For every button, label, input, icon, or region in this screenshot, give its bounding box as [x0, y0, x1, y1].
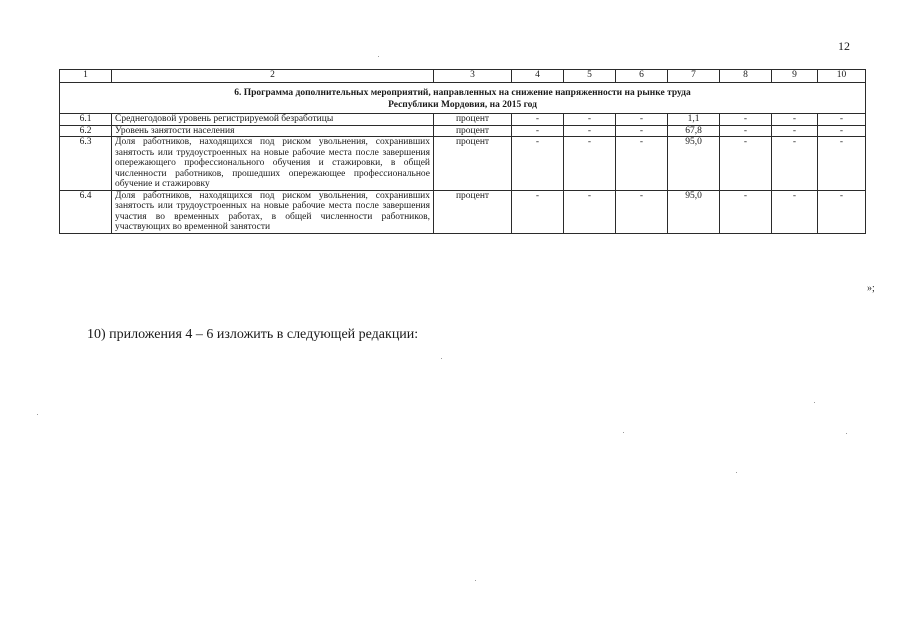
header-cell-6: 6: [616, 70, 668, 83]
header-cell-7: 7: [668, 70, 720, 83]
table-row: [60, 114, 866, 126]
value-cell-7: 95,0: [668, 190, 720, 233]
value-cell-9: -: [772, 114, 818, 126]
value-cell-9: -: [772, 190, 818, 233]
value-cell-5: -: [564, 190, 616, 233]
header-cell-2: 2: [112, 70, 434, 83]
indicators-table: [59, 69, 866, 234]
closing-quote: »;: [867, 283, 875, 294]
section-title: [60, 83, 866, 114]
value-cell-6: -: [616, 114, 668, 126]
indicator-name: Доля работников, находящихся под риском увольнения, сохранивших занятость или трудоустроенных на новые рабочие места после завершения опережающего профессионального обучения и стажировки, в общей численности работников, прошедших опережающее профессиональное обучение и стажировку: [112, 137, 434, 191]
row-number: 6.4: [60, 190, 112, 233]
value-cell-6: -: [616, 190, 668, 233]
body-paragraph: 10) приложения 4 – 6 изложить в следующей редакции:: [87, 327, 419, 342]
value-cell-6: -: [616, 125, 668, 137]
value-cell-5: -: [564, 125, 616, 137]
unit-cell: процент: [434, 114, 512, 126]
value-cell-10: -: [818, 137, 866, 191]
unit-cell: процент: [434, 137, 512, 191]
value-cell-7: 1,1: [668, 114, 720, 126]
header-cell-5: 5: [564, 70, 616, 83]
value-cell-10: -: [818, 190, 866, 233]
value-cell-9: -: [772, 125, 818, 137]
value-cell-7: 67,8: [668, 125, 720, 137]
page-number: 12: [838, 39, 850, 53]
value-cell-4: -: [512, 137, 564, 191]
header-cell-1: 1: [60, 70, 112, 83]
table-row: [60, 190, 866, 233]
value-cell-8: -: [720, 125, 772, 137]
value-cell-8: -: [720, 190, 772, 233]
section-title-line-1: 6. Программа дополнительных мероприятий, направленных на снижение напряженности на рынке труда: [234, 88, 691, 98]
value-cell-9: -: [772, 137, 818, 191]
section-title-line-2: Республики Мордовия, на 2015 год: [388, 100, 537, 110]
header-cell-8: 8: [720, 70, 772, 83]
indicator-name: Уровень занятости населения: [112, 125, 434, 137]
value-cell-5: -: [564, 137, 616, 191]
value-cell-4: -: [512, 190, 564, 233]
table-row: [60, 125, 866, 137]
header-cell-3: 3: [434, 70, 512, 83]
indicator-name: Среднегодовой уровень регистрируемой безработицы: [112, 114, 434, 126]
value-cell-5: -: [564, 114, 616, 126]
value-cell-8: -: [720, 137, 772, 191]
row-number: 6.1: [60, 114, 112, 126]
indicator-name: Доля работников, находящихся под риском увольнения, сохранивших занятость или трудоустроенных на новые рабочие места после завершения участия во временных работах, в общей численности работников, участвующих во временной занятости: [112, 190, 434, 233]
table-row: [60, 137, 866, 191]
value-cell-10: -: [818, 114, 866, 126]
section-title-row: [60, 83, 866, 114]
header-cell-10: 10: [818, 70, 866, 83]
row-number: 6.3: [60, 137, 112, 191]
value-cell-4: -: [512, 114, 564, 126]
header-row: [60, 70, 866, 83]
value-cell-6: -: [616, 137, 668, 191]
unit-cell: процент: [434, 125, 512, 137]
value-cell-8: -: [720, 114, 772, 126]
header-cell-9: 9: [772, 70, 818, 83]
value-cell-7: 95,0: [668, 137, 720, 191]
value-cell-4: -: [512, 125, 564, 137]
unit-cell: процент: [434, 190, 512, 233]
row-number: 6.2: [60, 125, 112, 137]
value-cell-10: -: [818, 125, 866, 137]
header-cell-4: 4: [512, 70, 564, 83]
